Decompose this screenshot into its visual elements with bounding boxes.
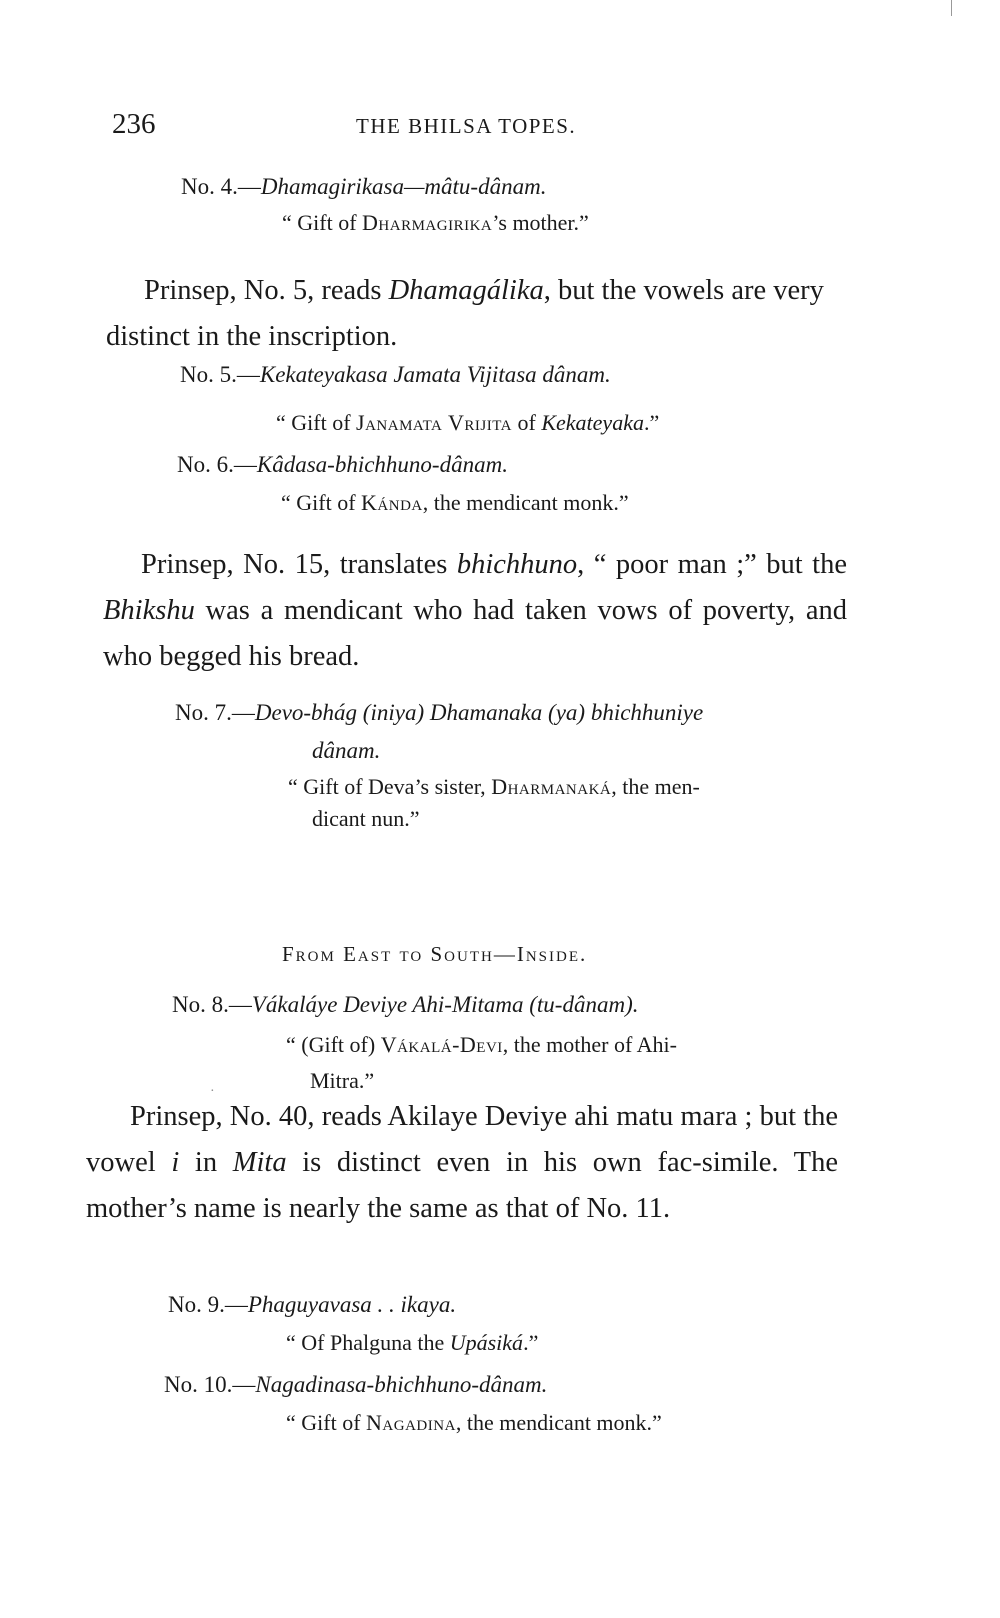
entry-10-inscription (164, 1372, 547, 1398)
inscription-text: Kekateyakasa Jamata Vijitasa dânam. (259, 362, 611, 387)
entry-8-translation: “ (Gift of) Vákalá-Devi, the mother of Ahi- (286, 1032, 677, 1057)
entry-7-translation: “ Gift of Deva’s sister, Dharmanaká, the men- (288, 774, 700, 799)
entry-number: No. 4.— (181, 174, 261, 199)
entry-5-translation: “ Gift of Janamata Vrijita of Kekateyaka.” (276, 410, 660, 435)
entry-number: No. 6.— (177, 452, 257, 477)
running-title: THE BHILSA TOPES. (356, 114, 577, 138)
page-number: 236 (112, 108, 156, 140)
entry-7-inscription (175, 700, 703, 726)
entry-6-inscription (177, 452, 508, 478)
entry-8-translation-cont: Mitra.” (310, 1068, 375, 1093)
entry-10-translation: “ Gift of Nagadina, the mendicant monk.” (286, 1410, 662, 1435)
donor-name: Vákalá-Devi (380, 1032, 503, 1057)
inscription-text: Devo-bhág (iniya) Dhamanaka (ya) bhichhuniye (254, 700, 704, 725)
entry-number: No. 8.— (172, 992, 252, 1017)
donor-name: Nagadina (366, 1410, 456, 1435)
inscription-text: Vákaláye Deviye Ahi-Mitama (tu-dânam). (251, 992, 639, 1017)
entry-4-translation: “ Gift of Dharmagirika’s mother.” (282, 210, 589, 235)
entry-4-inscription (181, 174, 546, 200)
entry-8-inscription (172, 992, 638, 1018)
paragraph-prinsep-40: Prinsep, No. 40, reads Akilaye Deviye ahi matu mara ; but the vowel i in Mita is distinct even in his own fac-simile. The mother’s name is nearly the same as that of No. 11. (86, 1101, 838, 1224)
donor-name: Janamata Vrijita (356, 410, 513, 435)
donor-name: Dharmagirika (362, 210, 493, 235)
inscription-text: Phaguyavasa . . ikaya. (247, 1292, 457, 1317)
entry-number: No. 9.— (168, 1292, 248, 1317)
inscription-text: Dhamagirikasa—mâtu-dânam. (260, 174, 547, 199)
donor-name: Dharmanaká (491, 774, 612, 799)
entry-7-inscription-cont: dânam. (312, 738, 381, 763)
inscription-text: Kâdasa-bhichhuno-dânam. (256, 452, 508, 477)
entry-9-inscription (168, 1292, 456, 1318)
scan-edge-mark (951, 0, 952, 16)
print-speck: · (210, 1084, 215, 1099)
entry-number: No. 10.— (164, 1372, 256, 1397)
paragraph-prinsep-15: Prinsep, No. 15, translates bhichhuno, “ poor man ;” but the Bhikshu was a mendicant who had taken vows of poverty, and who begged his bread. (103, 549, 847, 672)
entry-9-translation: “ Of Phalguna the Upásiká.” (286, 1330, 539, 1355)
entry-5-inscription (180, 362, 611, 388)
place-name: Kekateyaka (541, 410, 644, 435)
entry-7-translation-cont: dicant nun.” (312, 806, 420, 831)
inscription-text: Nagadinasa-bhichhuno-dânam. (255, 1372, 548, 1397)
entry-6-translation: “ Gift of Kánda, the mendicant monk.” (281, 490, 629, 515)
section-heading: From East to South—Inside. (282, 942, 588, 966)
entry-number: No. 7.— (175, 700, 255, 725)
title-word: Upásiká (449, 1330, 524, 1355)
entry-number: No. 5.— (180, 362, 260, 387)
donor-name: Kánda (361, 490, 423, 515)
paragraph-prinsep-5: Prinsep, No. 5, reads Dhamagálika, but the vowels are very distinct in the inscription. (106, 275, 824, 352)
